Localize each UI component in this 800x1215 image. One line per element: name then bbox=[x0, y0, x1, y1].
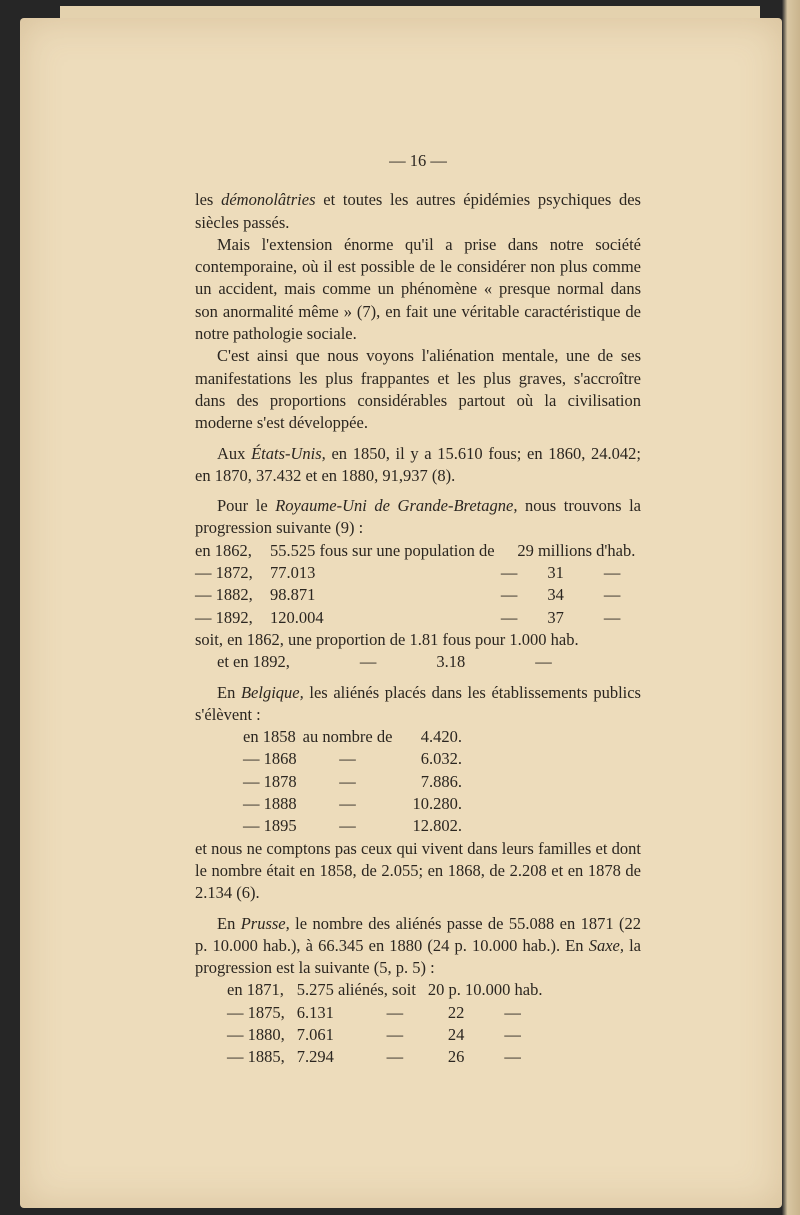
table-row: — 1885, 7.294 — 26 — bbox=[227, 1047, 521, 1067]
table-row: — 1882, 98.871 — 34 — bbox=[195, 585, 621, 605]
table-row: — 1875, 6.131 — 22 — bbox=[227, 1002, 521, 1022]
table-row: — 1880, 7.061 — 24 — bbox=[227, 1024, 521, 1044]
paragraph-3: C'est ainsi que nous voyons l'aliénation mentale, une de ses manifestations les plus frappantes et les plus graves, s'accroître dans des proportions considérables partout où la civilisation moderne s'est développée. bbox=[195, 346, 641, 433]
table-row: — 1868 — 6.032. bbox=[243, 749, 462, 769]
paragraph-1: les démonolâtries et toutes les autres épidémies psychiques des siècles passés. bbox=[195, 190, 641, 232]
paragraph-belgique: En Belgique, les aliénés placés dans les établissements publics s'élèvent : bbox=[195, 682, 641, 724]
paragraph-2: Mais l'extension énorme qu'il a prise dans notre société contemporaine, où il est possible de le considérer non plus comme un accident, mais comme un phénomène « presque normal dans son anormalité même » (7), en fait une véritable caractéristique de notre pathologie sociale. bbox=[195, 234, 641, 344]
page-number: — 16 — bbox=[389, 151, 447, 170]
paragraph-prusse: En Prusse, le nombre des aliénés passe de 55.088 en 1871 (22 p. 10.000 hab.), à 66.345 en 1880 (24 p. 10.000 hab.). En Saxe, la progression est la suivante (5, p. 5) : bbox=[195, 913, 641, 978]
table-row: — 1895 — 12.802. bbox=[243, 816, 462, 836]
belgium-table bbox=[243, 726, 468, 837]
table-row: en 1862, 55.525 fous sur une population de 29 millions d'hab. bbox=[195, 540, 636, 560]
table-row: — 1878 — 7.886. bbox=[243, 771, 462, 791]
uk-table bbox=[195, 540, 641, 629]
table-row: en 1871, 5.275 aliénés, soit 20 p. 10.000 hab. bbox=[227, 980, 543, 1000]
book-spine bbox=[782, 0, 800, 1215]
table-row: — 1888 — 10.280. bbox=[243, 794, 462, 814]
table-row: — 1872, 77.013 — 31 — bbox=[195, 563, 621, 583]
saxe-table bbox=[227, 979, 554, 1068]
uk-proportion-1: soit, en 1862, une proportion de 1.81 fous pour 1.000 hab. bbox=[195, 629, 579, 649]
table-row: en 1858 au nombre de 4.420. bbox=[243, 727, 462, 747]
paragraph-uk: Pour le Royaume-Uni de Grande-Bretagne, nous trouvons la progression suivante (9) : bbox=[195, 496, 641, 538]
table-row: — 1892, 120.004 — 37 — bbox=[195, 607, 621, 627]
paragraph-usa: Aux États-Unis, en 1850, il y a 15.610 fous; en 1860, 24.042; en 1870, 37.432 et en 1880, 91,937 (8). bbox=[195, 443, 641, 485]
page-text bbox=[195, 150, 641, 1069]
uk-proportion-2: et en 1892, — 3.18 — bbox=[217, 652, 552, 672]
paragraph-familles: et nous ne comptons pas ceux qui vivent dans leurs familles et dont le nombre était en 1858, de 2.055; en 1868, de 2.208 et en 1878 de 2.134 (6). bbox=[195, 838, 641, 903]
